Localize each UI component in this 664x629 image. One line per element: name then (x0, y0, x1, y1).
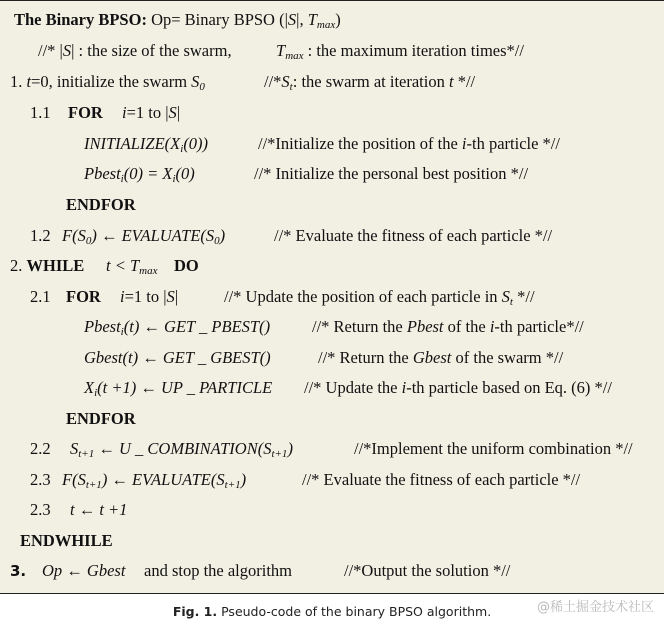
figure-caption-text: Pseudo-code of the binary BPSO algorithm. (217, 604, 492, 619)
figure-label: Fig. 1. (172, 604, 218, 619)
pseudo-code-box: The Binary BPSO: Op= Binary BPSO (|S|, Tmax) //* |S| : the size of the swarm, Tmax : the maximum iteration times*// 1. t=0, initialize the swarm S0 //*St: the swarm at iteration t *// 1.1 FOR i=1 to |S| $INITIALIZE(X_i(0))$ //*Initialize the position of the i-th particle *// Pbest$_i$(0) = $X_i(0)$ //* Initialize the personal best position *// ENDFOR 1.2 $F(S_0)$ ← $EVALUATE(S_0)$ //* Evaluate the fitness of each particle *// 2. WHILE $t < T_{max}$ DO 2.1 FOR i=1 to |S| //* Update the position of each particle in St *// Pbest$_i$(t) ← GET _ PBEST() //* Return the Pbest of the i-th particle*// Gbest(t) ← GET _ GBEST() //* Return the Gbest of the swarm *// $X_i(t +1)$ ← UP _ PARTICLE //* Update the i-th particle based on Eq. (6) *// ENDFOR 2.2 $S_{t+1}$ ← U _ $COMBINATION(S_{t+1})$ //*Implement the uniform combination *// 2.3 $F(S_{t+1})$ ← $EVALUATE(S_{t+1})$ //* Evaluate the fitness of each particle *// 2.3 t ← t +1 ENDWHILE 3. Op ← Gbest and stop the algorithm //*Output the solution *// (0, 0, 664, 594)
title-bold: The Binary BPSO: (14, 10, 147, 29)
watermark: @稀土掘金技术社区 (536, 600, 654, 615)
